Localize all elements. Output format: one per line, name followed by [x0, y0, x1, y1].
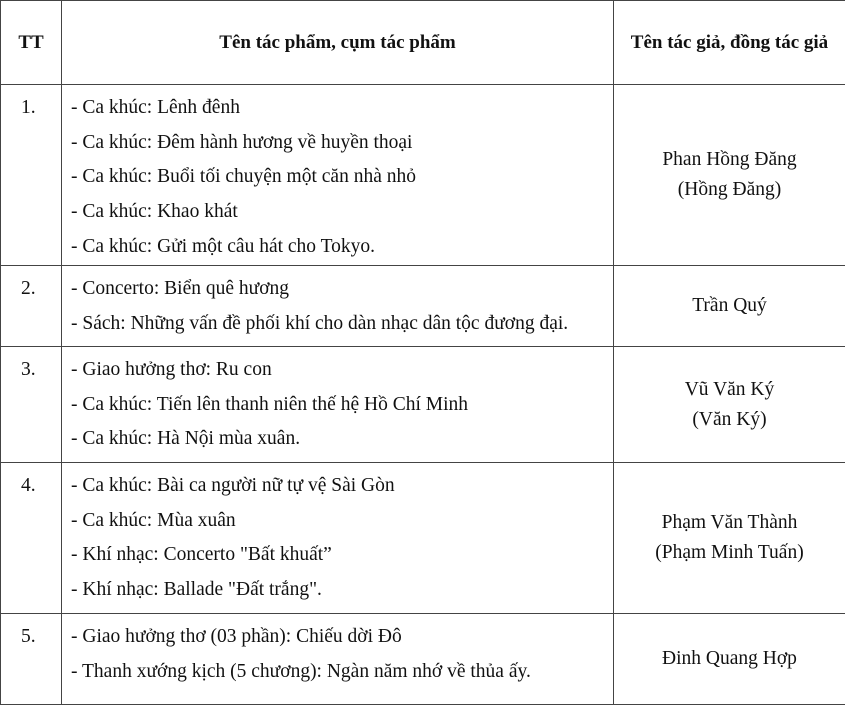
work-item: - Thanh xướng kịch (5 chương): Ngàn năm nhớ về thủa ấy. — [71, 655, 613, 690]
work-item: - Ca khúc: Lênh đênh — [71, 91, 613, 126]
row-number: 4. — [21, 469, 61, 503]
row-number: 5. — [21, 620, 61, 654]
works-cell — [62, 347, 614, 463]
work-item: - Ca khúc: Bài ca người nữ tự vệ Sài Gòn — [71, 469, 613, 504]
header-row — [1, 1, 845, 85]
row-number-cell — [1, 463, 62, 614]
work-item: - Ca khúc: Đêm hành hương về huyền thoại — [71, 126, 613, 161]
table-row — [1, 85, 845, 266]
work-item: - Ca khúc: Gửi một câu hát cho Tokyo. — [71, 230, 613, 265]
header-author: Tên tác giả, đồng tác giả — [614, 1, 845, 85]
works-cell — [62, 614, 614, 705]
works-cell — [62, 266, 614, 347]
work-item: - Giao hưởng thơ (03 phần): Chiếu dời Đô — [71, 620, 613, 655]
work-item: - Giao hưởng thơ: Ru con — [71, 353, 613, 388]
row-number-cell — [1, 614, 62, 705]
works-list — [71, 91, 613, 265]
header-works: Tên tác phẩm, cụm tác phẩm — [62, 1, 614, 85]
author-cell — [614, 614, 845, 705]
author-name: Trần Quý — [614, 291, 845, 321]
author-name: Vũ Văn Ký — [614, 375, 845, 405]
works-list — [71, 620, 613, 689]
row-number: 1. — [21, 91, 61, 125]
works-list — [71, 469, 613, 608]
author-cell — [614, 463, 845, 614]
work-item: - Concerto: Biển quê hương — [71, 272, 613, 307]
work-item: - Sách: Những vấn đề phối khí cho dàn nhạc dân tộc đương đại. — [71, 307, 613, 342]
row-number-cell — [1, 347, 62, 463]
row-number-cell — [1, 85, 62, 266]
author-name: Phan Hồng Đăng — [614, 145, 845, 175]
table-row — [1, 614, 845, 705]
author-name: Đinh Quang Hợp — [614, 644, 845, 674]
table-row — [1, 463, 845, 614]
row-number: 2. — [21, 272, 61, 306]
work-item: - Ca khúc: Hà Nội mùa xuân. — [71, 422, 613, 457]
work-item: - Ca khúc: Buổi tối chuyện một căn nhà nhỏ — [71, 160, 613, 195]
author-cell — [614, 347, 845, 463]
works-cell — [62, 463, 614, 614]
work-item: - Ca khúc: Tiến lên thanh niên thế hệ Hồ Chí Minh — [71, 388, 613, 423]
row-number-cell — [1, 266, 62, 347]
author-pen-name: (Văn Ký) — [614, 405, 845, 435]
works-cell — [62, 85, 614, 266]
author-pen-name: (Phạm Minh Tuấn) — [614, 538, 845, 568]
author-cell — [614, 266, 845, 347]
author-cell — [614, 85, 845, 266]
works-list — [71, 272, 613, 341]
work-item: - Ca khúc: Mùa xuân — [71, 504, 613, 539]
author-name: Phạm Văn Thành — [614, 508, 845, 538]
work-item: - Khí nhạc: Ballade "Đất trắng". — [71, 573, 613, 608]
header-tt: TT — [1, 1, 62, 85]
work-item: - Ca khúc: Khao khát — [71, 195, 613, 230]
works-list — [71, 353, 613, 457]
work-item: - Khí nhạc: Concerto "Bất khuất” — [71, 538, 613, 573]
table-row — [1, 266, 845, 347]
table-row — [1, 347, 845, 463]
row-number: 3. — [21, 353, 61, 387]
author-pen-name: (Hồng Đăng) — [614, 175, 845, 205]
